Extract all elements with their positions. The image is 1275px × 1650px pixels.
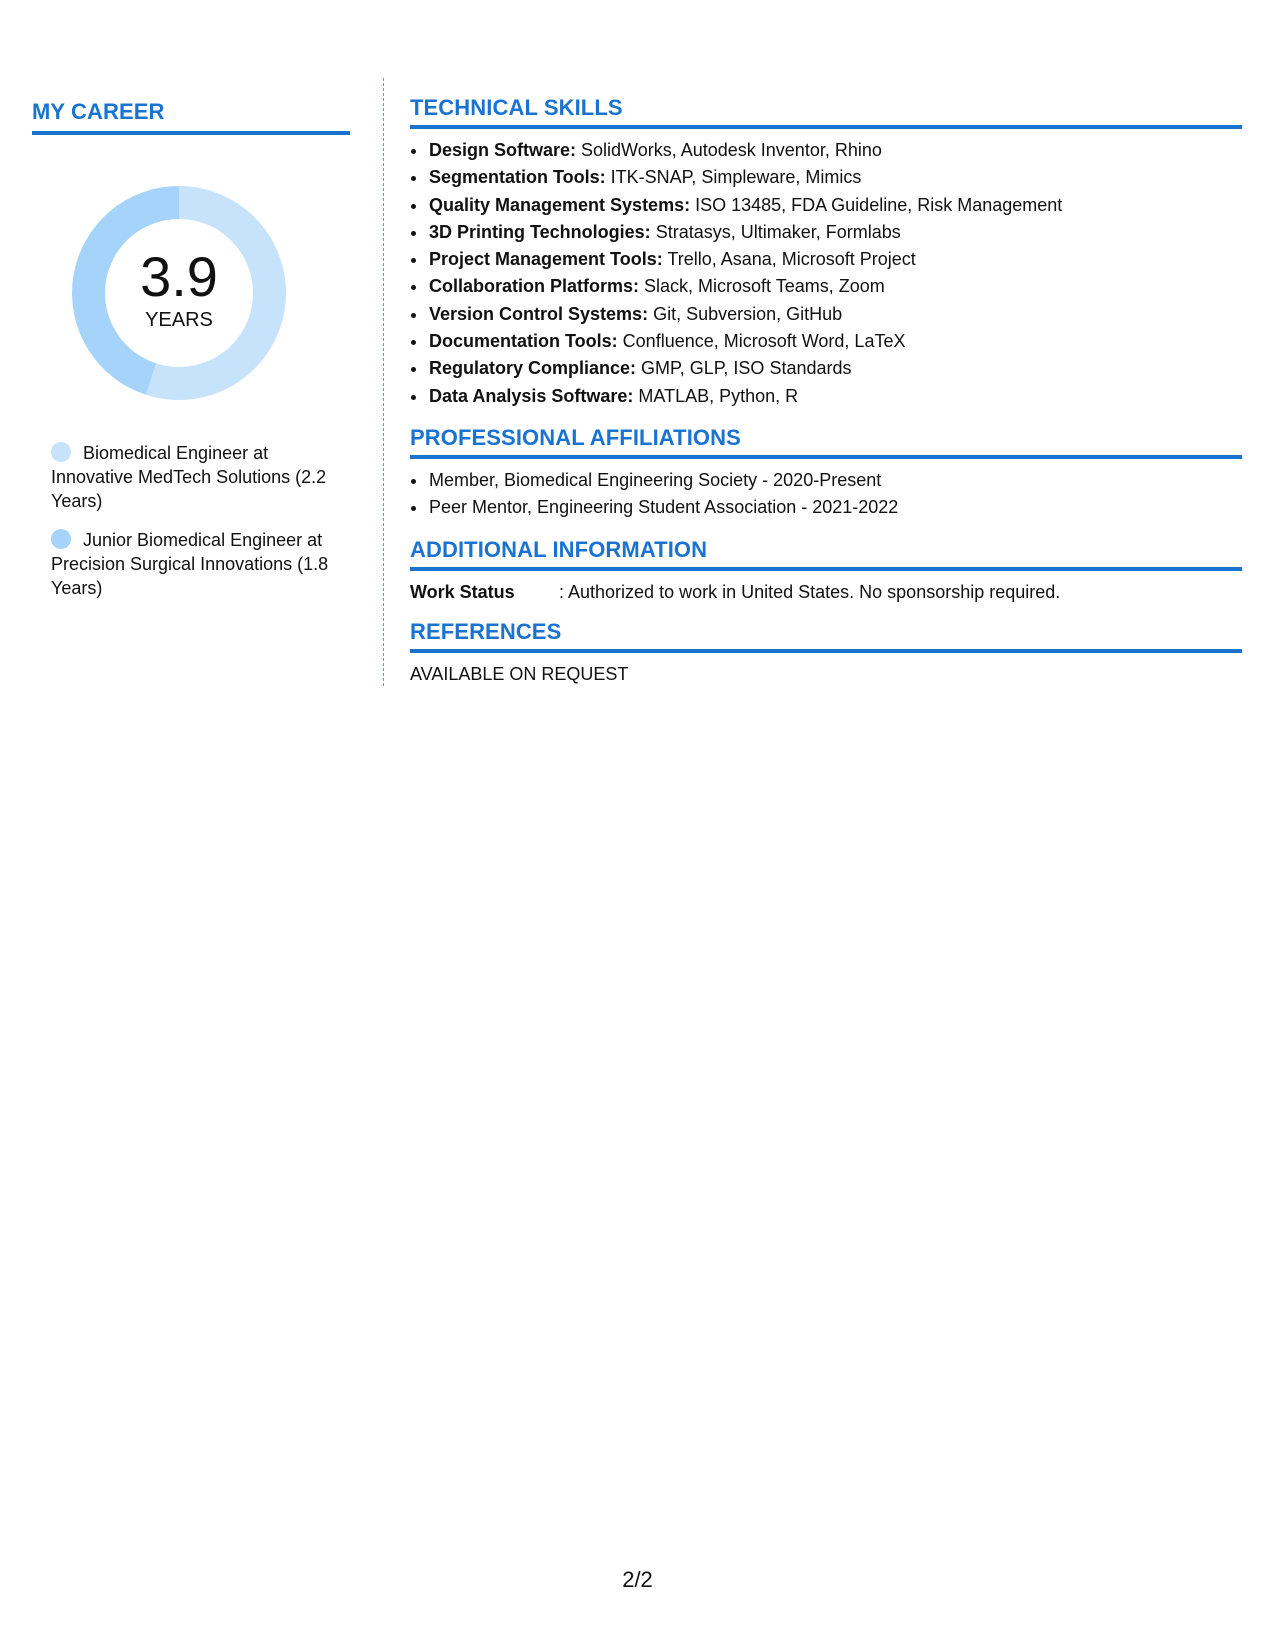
skill-item	[428, 383, 1242, 410]
skill-label: Documentation Tools:	[429, 331, 618, 352]
skill-item	[428, 301, 1242, 328]
main-content	[410, 94, 1242, 687]
skill-label: Design Software:	[429, 140, 577, 160]
career-role-list	[32, 441, 350, 600]
skill-value: GMP, GLP, ISO Standards	[636, 358, 852, 379]
skill-value: Stratasys, Ultimaker, Formlabs	[650, 221, 901, 242]
skill-item	[428, 164, 1242, 191]
skill-value: ISO 13485, FDA Guideline, Risk Management	[690, 194, 1063, 215]
page-number: 2/2	[622, 1567, 653, 1592]
skill-label: Regulatory Compliance:	[429, 358, 637, 379]
career-donut-chart	[65, 179, 293, 407]
donut-center	[65, 179, 293, 407]
legend-dot-icon	[51, 529, 71, 549]
career-role-item	[51, 441, 350, 513]
skill-label: Data Analysis Software:	[429, 385, 634, 406]
skill-label: Project Management Tools:	[429, 249, 663, 270]
skill-value: Trello, Asana, Microsoft Project	[662, 249, 916, 270]
skill-label: Version Control Systems:	[429, 303, 649, 324]
skill-label: 3D Printing Technologies:	[429, 221, 651, 242]
skill-value: Git, Subversion, GitHub	[648, 303, 843, 324]
work-status-value: : Authorized to work in United States. No sponsorship required.	[559, 581, 1061, 602]
references-text: AVAILABLE ON REQUEST	[410, 663, 629, 684]
skill-value: MATLAB, Python, R	[633, 385, 799, 406]
career-role-text: Biomedical Engineer at Innovative MedTech Solutions (2.2 Years)	[51, 443, 327, 511]
skill-item	[428, 355, 1242, 382]
skill-label: Quality Management Systems:	[429, 194, 691, 215]
skill-item	[428, 328, 1242, 355]
skill-value: ITK-SNAP, Simpleware, Mimics	[605, 167, 862, 188]
skill-value: SolidWorks, Autodesk Inventor, Rhino	[576, 140, 882, 160]
skill-label: Collaboration Platforms:	[429, 276, 640, 297]
career-heading: MY CAREER	[32, 98, 350, 135]
technical-skills-list	[410, 137, 1242, 410]
affiliations-heading: PROFESSIONAL AFFILIATIONS	[410, 424, 1242, 459]
additional-info-heading: ADDITIONAL INFORMATION	[410, 536, 1242, 571]
references-heading: REFERENCES	[410, 618, 1242, 653]
column-divider	[383, 78, 384, 686]
skill-item	[428, 219, 1242, 246]
total-years-unit: YEARS	[145, 309, 213, 331]
skill-item	[428, 273, 1242, 300]
career-sidebar	[32, 98, 350, 615]
skill-item	[428, 246, 1242, 273]
affiliations-list	[410, 467, 1242, 522]
total-years-value: 3.9	[140, 245, 218, 308]
work-status-label: Work Status	[410, 581, 515, 602]
skill-item	[428, 137, 1242, 164]
legend-dot-icon	[51, 442, 71, 462]
skill-value: Slack, Microsoft Teams, Zoom	[639, 276, 885, 297]
affiliation-item: • Peer Mentor, Engineering Student Association - 2021-2022	[428, 494, 1242, 521]
skill-item	[428, 192, 1242, 219]
skill-value: Confluence, Microsoft Word, LaTeX	[617, 331, 906, 352]
work-status-row	[410, 579, 1242, 605]
career-role-text: Junior Biomedical Engineer at Precision Surgical Innovations (1.8 Years)	[51, 530, 329, 598]
skill-label: Segmentation Tools:	[429, 167, 606, 188]
technical-skills-heading: TECHNICAL SKILLS	[410, 94, 1242, 129]
affiliation-item: • Member, Biomedical Engineering Society - 2020-Present	[428, 467, 1242, 494]
career-role-item	[51, 528, 350, 600]
